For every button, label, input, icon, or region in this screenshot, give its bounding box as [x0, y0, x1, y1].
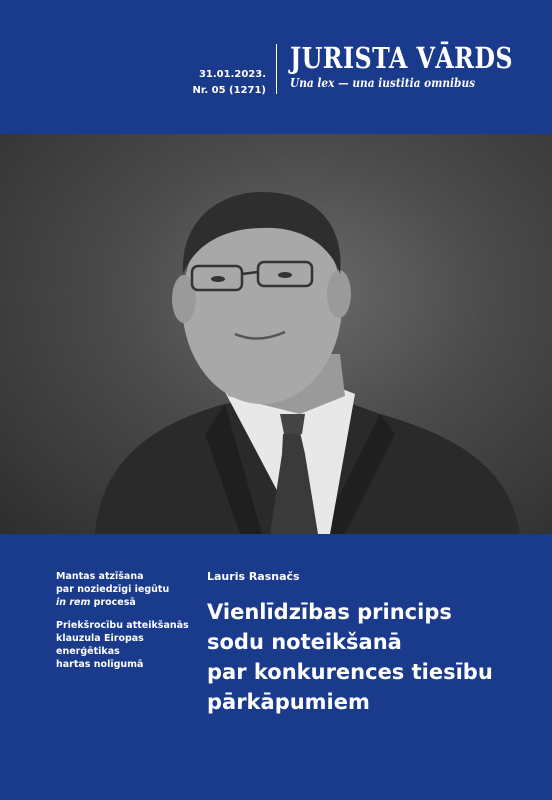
cover-portrait-photo	[0, 134, 552, 534]
headline-line: par konkurences tiesību	[207, 660, 493, 684]
headline-line: sodu noteikšanā	[207, 630, 402, 654]
side-topic-line: Priekšrocību atteikšanās	[56, 620, 189, 631]
headline-line: pārkāpumiem	[207, 690, 370, 714]
article-author: Lauris Rasnačs	[207, 570, 300, 583]
side-topic-emphasis: in rem	[56, 597, 91, 608]
issue-info	[192, 67, 266, 99]
side-topic-line: par noziedzīgi iegūtu	[56, 584, 170, 595]
headline-line: Vienlīdzības princips	[207, 600, 452, 624]
masthead-divider	[276, 44, 277, 94]
magazine-title: JURISTA VĀRDS	[290, 41, 513, 75]
issue-date: 31.01.2023.	[198, 69, 266, 80]
masthead	[290, 42, 552, 90]
issue-number: Nr. 05 (1271)	[192, 85, 266, 96]
side-topic-line	[56, 596, 196, 609]
side-topic-line: hartas nolīgumā	[56, 659, 144, 670]
portrait-illustration	[0, 134, 552, 534]
side-topic	[56, 570, 196, 609]
magazine-motto: Una lex — una iustitia omnibus	[290, 76, 476, 90]
main-headline	[207, 597, 537, 717]
side-topic-line: klauzula Eiropas enerģētikas	[56, 633, 144, 657]
side-topic	[56, 619, 196, 671]
side-topic-line: Mantas atzīšana	[56, 571, 144, 582]
side-topic-rest: procesā	[90, 597, 136, 608]
side-topics	[56, 570, 196, 681]
